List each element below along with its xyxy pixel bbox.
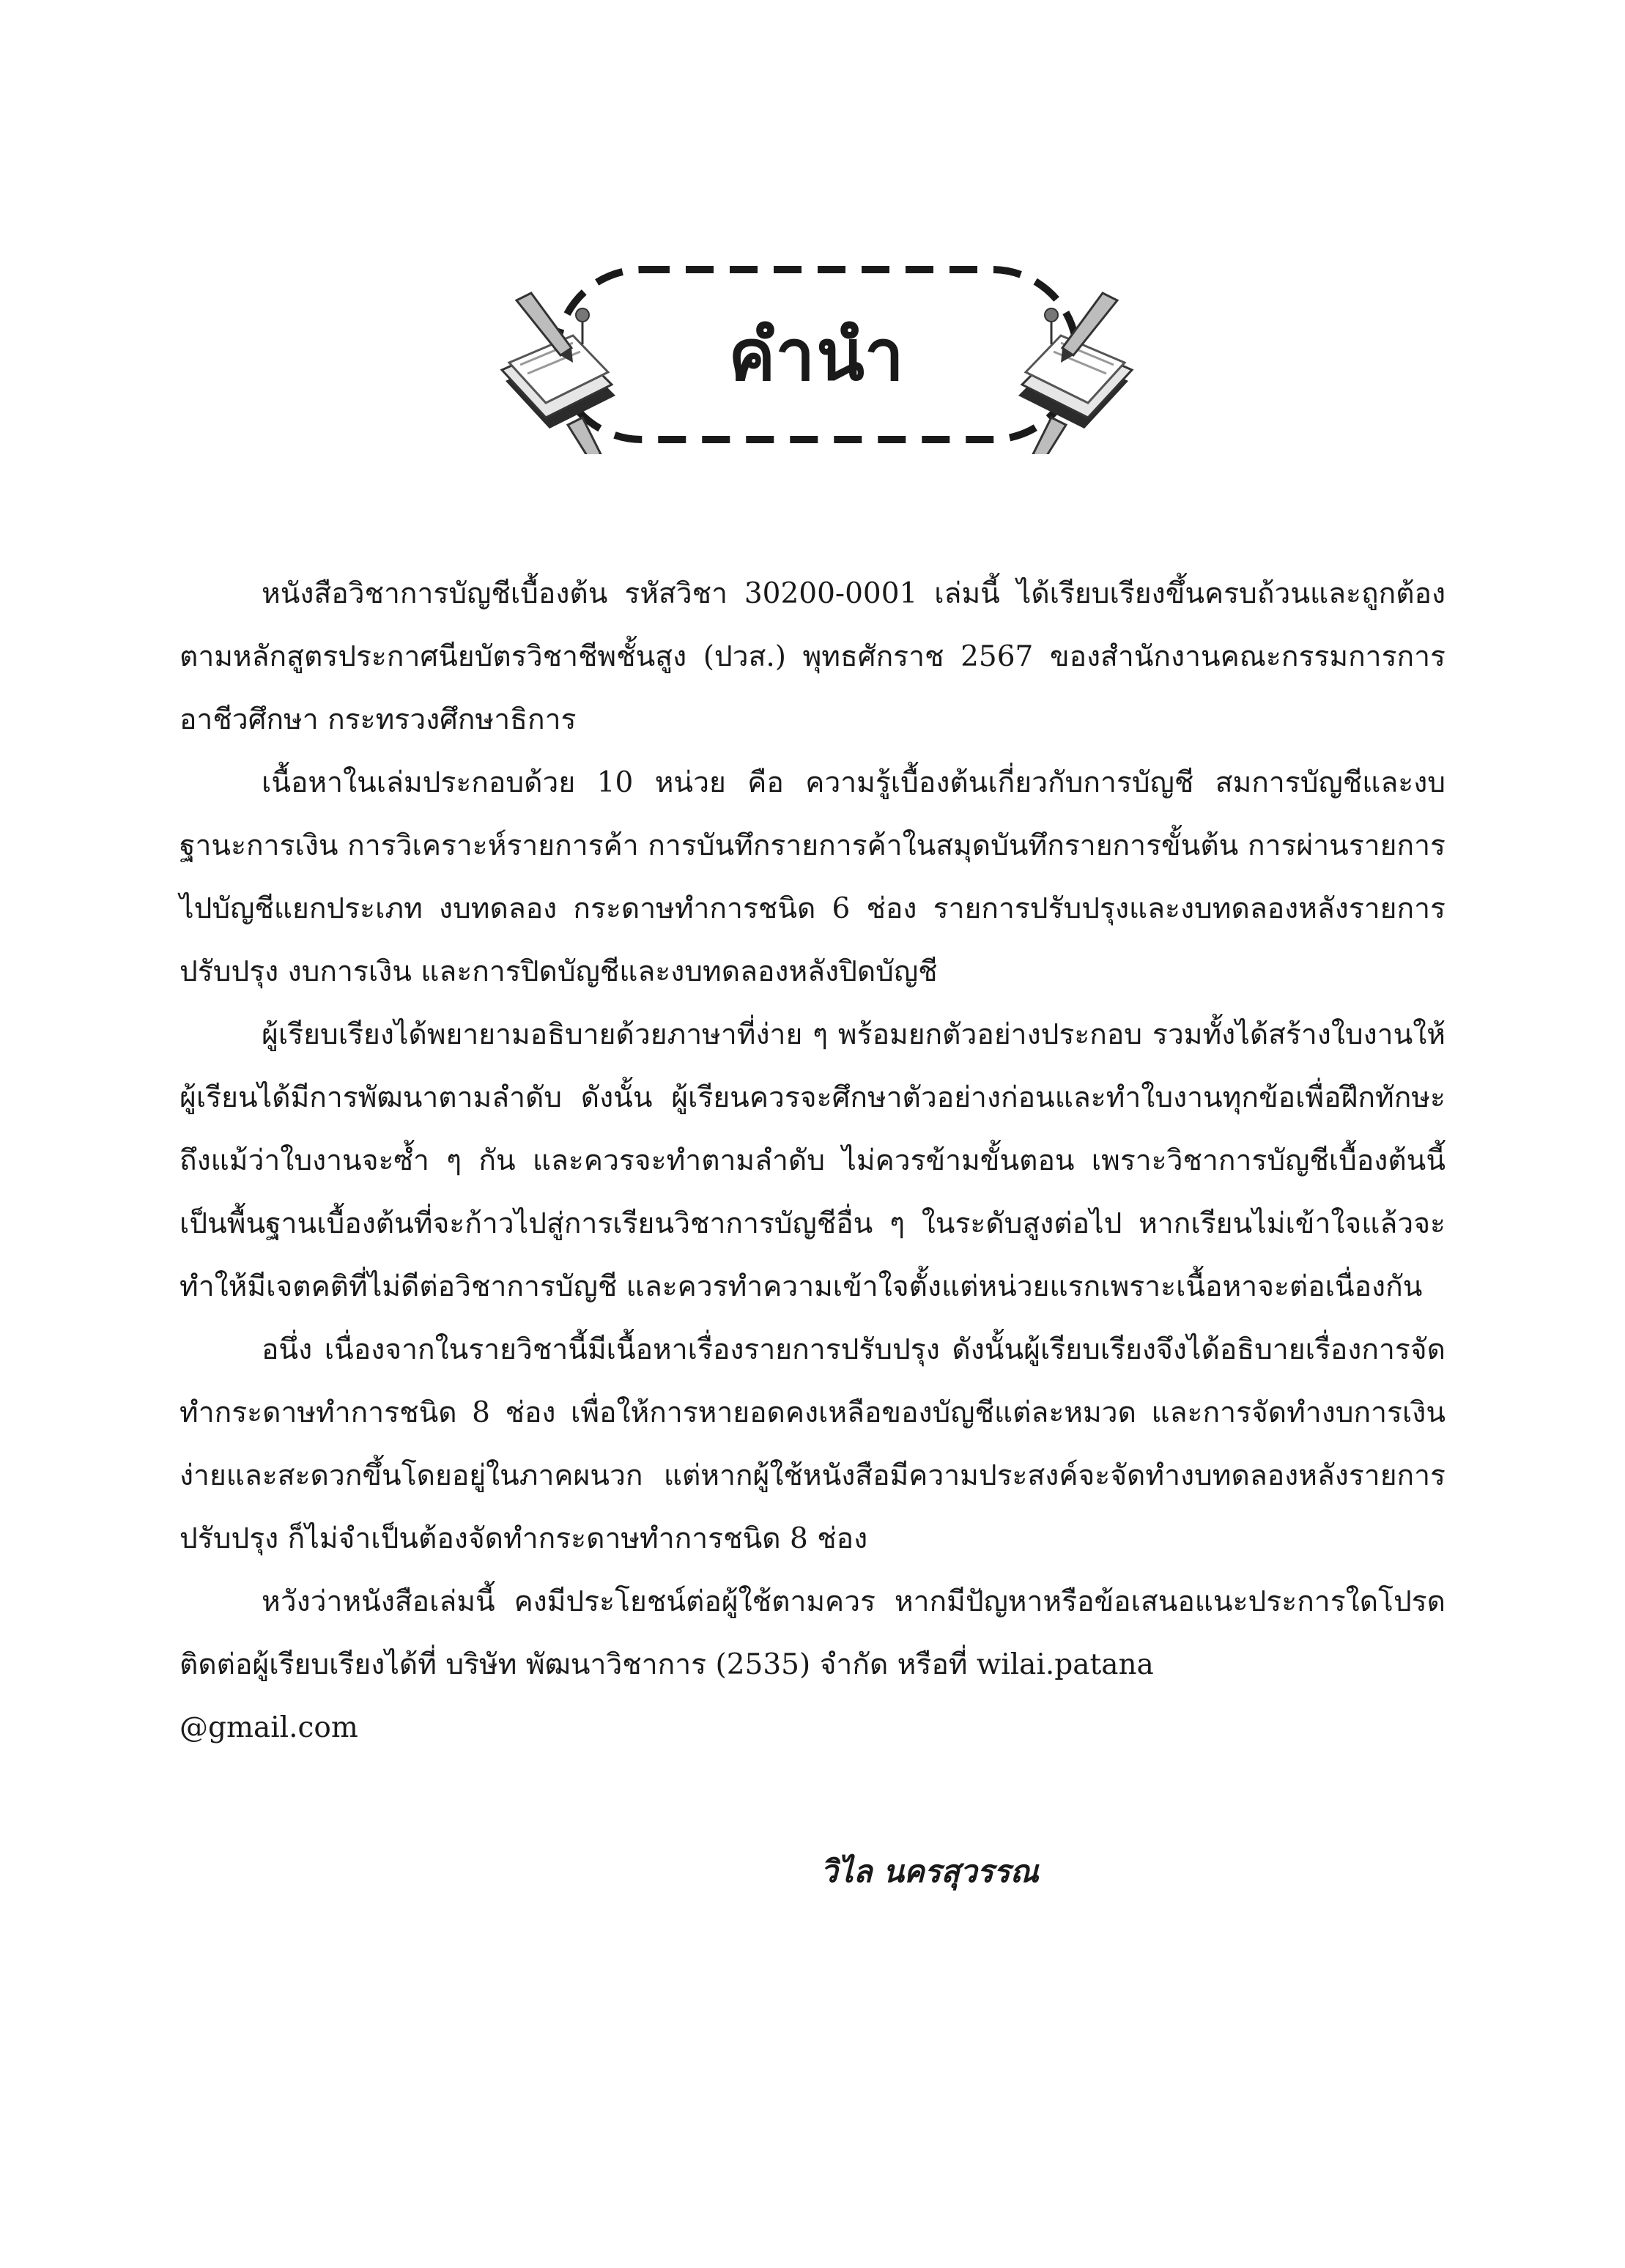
title-banner xyxy=(476,256,1158,454)
preface-paragraph-1: หนังสือวิชาการบัญชีเบื้องต้น รหัสวิชา 30200-0001 เล่มนี้ ได้เรียบเรียงขึ้นครบถ้วนและถูกต้องตามหลักสูตรประกาศนียบัตรวิชาชีพชั้นสูง (ปวส.) พุทธศักราช 2567 ของสำนักงานคณะกรรมการการอาชีวศึกษา กระทรวงศึกษาธิการ xyxy=(179,577,1446,736)
email-tail: @gmail.com xyxy=(179,1711,358,1744)
preface-paragraph-2: เนื้อหาในเล่มประกอบด้วย 10 หน่วย คือ ความรู้เบื้องต้นเกี่ยวกับการบัญชี สมการบัญชีและงบฐานะการเงิน การวิเคราะห์รายการค้า การบันทึกรายการค้าในสมุดบันทึกรายการขั้นต้น การผ่านรายการไปบัญชีแยกประเภท งบทดลอง กระดาษทำการชนิด 6 ช่อง รายการปรับปรุงและงบทดลองหลังรายการปรับปรุง งบการเงิน และการปิดบัญชีและงบทดลองหลังปิดบัญชี xyxy=(179,766,1446,988)
preface-paragraph-3: ผู้เรียบเรียงได้พยายามอธิบายด้วยภาษาที่ง่าย ๆ พร้อมยกตัวอย่างประกอบ รวมทั้งได้สร้างใบงานให้ผู้เรียนได้มีการพัฒนาตามลำดับ ดังนั้น ผู้เรียนควรจะศึกษาตัวอย่างก่อนและทำใบงานทุกข้อเพื่อฝึกทักษะถึงแม้ว่าใบงานจะซ้ำ ๆ กัน และควรจะทำตามลำดับ ไม่ควรข้ามขั้นตอน เพราะวิชาการบัญชีเบื้องต้นนี้เป็นพื้นฐานเบื้องต้นที่จะก้าวไปสู่การเรียนวิชาการบัญชีอื่น ๆ ในระดับสูงต่อไป หากเรียนไม่เข้าใจแล้วจะทำให้มีเจตคติที่ไม่ดีต่อวิชาการบัญชี และควรทำความเข้าใจตั้งแต่หน่วยแรกเพราะเนื้อหาจะต่อเนื่องกัน xyxy=(179,1018,1446,1303)
preface-body xyxy=(179,563,1446,1760)
preface-paragraph-4: อนึ่ง เนื่องจากในรายวิชานี้มีเนื้อหาเรื่องรายการปรับปรุง ดังนั้นผู้เรียบเรียงจึงได้อธิบายเรื่องการจัดทำกระดาษทำการชนิด 8 ช่อง เพื่อให้การหายอดคงเหลือของบัญชีแต่ละหมวด และการจัดทำงบการเงินง่ายและสะดวกขึ้นโดยอยู่ในภาคผนวก แต่หากผู้ใช้หนังสือมีความประสงค์จะจัดทำงบทดลองหลังรายการปรับปรุง ก็ไม่จำเป็นต้องจัดทำกระดาษทำการชนิด 8 ช่อง xyxy=(179,1333,1446,1555)
author-signature: วิไล นครสุวรรณ xyxy=(821,1853,1039,1889)
page-title: คำนำ xyxy=(728,314,906,396)
preface-paragraph-5: หวังว่าหนังสือเล่มนี้ คงมีประโยชน์ต่อผู้ใช้ตามควร หากมีปัญหาหรือข้อเสนอแนะประการใดโปรดติดต่อผู้เรียบเรียงได้ที่ บริษัท พัฒนาวิชาการ (2535) จำกัด หรือที่ wilai.patana xyxy=(179,1585,1446,1681)
